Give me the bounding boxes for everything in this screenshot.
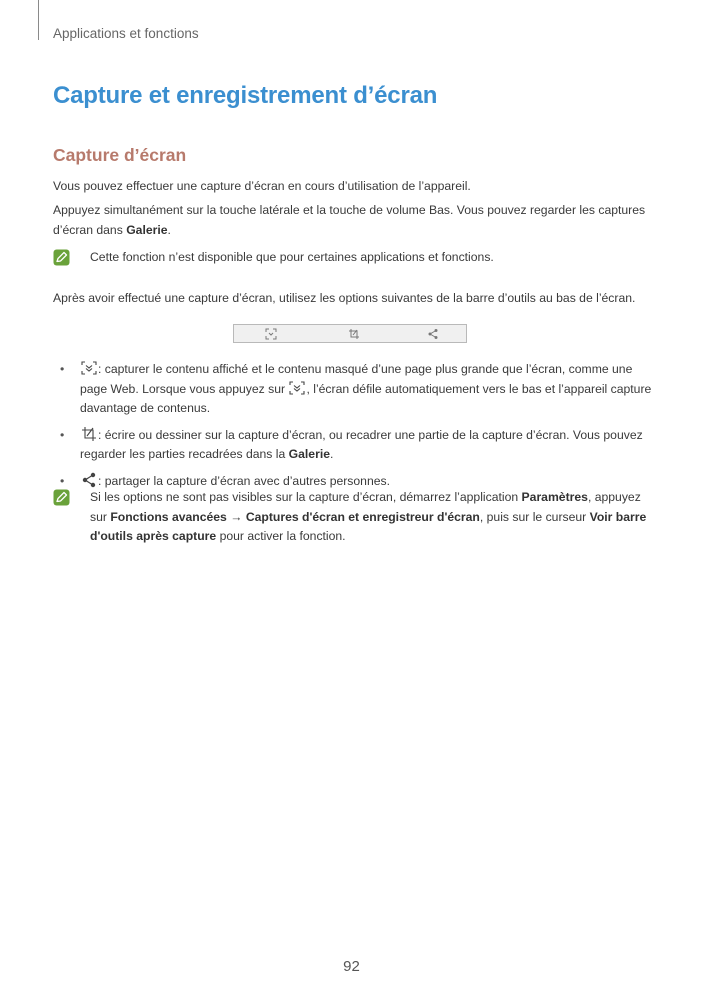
bullet-dot: • — [60, 427, 65, 442]
gallery-term: Galerie — [126, 222, 168, 237]
note-text-part: , puis sur le curseur — [479, 509, 587, 524]
settings-app-term: Paramètres — [521, 490, 588, 504]
settings-note-text — [90, 488, 653, 547]
list-item-edit — [53, 426, 653, 465]
page-number: 92 — [343, 958, 360, 975]
edit-crop-icon — [348, 328, 360, 340]
share-text: : partager la capture d’écran avec d’autres personnes. — [98, 473, 390, 488]
scroll-capture-icon — [80, 360, 98, 376]
edit-crop-icon — [80, 426, 98, 442]
note-text-part: , appuyez sur — [90, 490, 641, 524]
gallery-term: Galerie — [288, 447, 330, 461]
toolbar-options-list — [53, 360, 653, 498]
scroll-capture-text-1: : capturer le contenu affiché et le contenu masqué d’une page plus grande que l’écran, comme une page Web. Lorsque vous appuyez sur — [80, 362, 633, 396]
edit-text-1: : écrire ou dessiner sur la capture d’écran, ou recadrer une partie de la capture d’écran. Vous pouvez regarder les parties recadrées dans la — [80, 427, 643, 461]
edit-text-2: . — [330, 447, 334, 461]
note-text-part: Si les options ne sont pas visibles sur la capture d’écran, démarrez l’application — [90, 490, 519, 504]
share-icon — [427, 328, 439, 340]
scroll-capture-icon — [265, 328, 277, 340]
bullet-dot: • — [60, 362, 65, 376]
instruction-text: Appuyez simultanément sur la touche latérale et la touche de volume Bas. Vous pouvez regarder les captures d’écran dans — [53, 203, 646, 237]
capture-toolbar-image — [233, 324, 467, 343]
page-title: Capture et enregistrement d’écran — [53, 82, 438, 109]
section-title: Capture d’écran — [53, 145, 187, 165]
instruction-paragraph — [53, 201, 653, 240]
note-text: Cette fonction n’est disponible que pour certaines applications et fonctions. — [90, 250, 494, 264]
show-toolbar-term: Voir barre d'outils après capture — [90, 509, 647, 543]
instruction-end: . — [167, 222, 171, 237]
list-item-scroll-capture — [53, 360, 653, 419]
advanced-features-term: Fonctions avancées — [110, 509, 227, 524]
note-block — [53, 248, 653, 268]
note-icon — [53, 249, 70, 266]
intro-paragraph: Vous pouvez effectuer une capture d’écran en cours d’utilisation de l’appareil. — [53, 179, 471, 193]
header-rule — [38, 0, 39, 40]
note-text-part: pour activer la fonction. — [219, 529, 346, 543]
after-capture-paragraph: Après avoir effectué une capture d’écran, utilisez les options suivantes de la barre d’outils au bas de l’écran. — [53, 291, 636, 305]
section-header-label: Applications et fonctions — [53, 26, 199, 41]
settings-note-block — [53, 488, 653, 547]
bullet-dot: • — [60, 473, 65, 488]
arrow-glyph: → — [230, 509, 243, 524]
share-icon — [80, 472, 98, 488]
screenshots-recorder-term: Captures d'écran et enregistreur d'écran — [245, 509, 480, 524]
scroll-capture-text-2: , l’écran défile automatiquement vers le bas et l’appareil capture davantage de contenus. — [80, 381, 652, 415]
note-icon — [53, 489, 70, 506]
scroll-capture-icon — [288, 380, 306, 396]
